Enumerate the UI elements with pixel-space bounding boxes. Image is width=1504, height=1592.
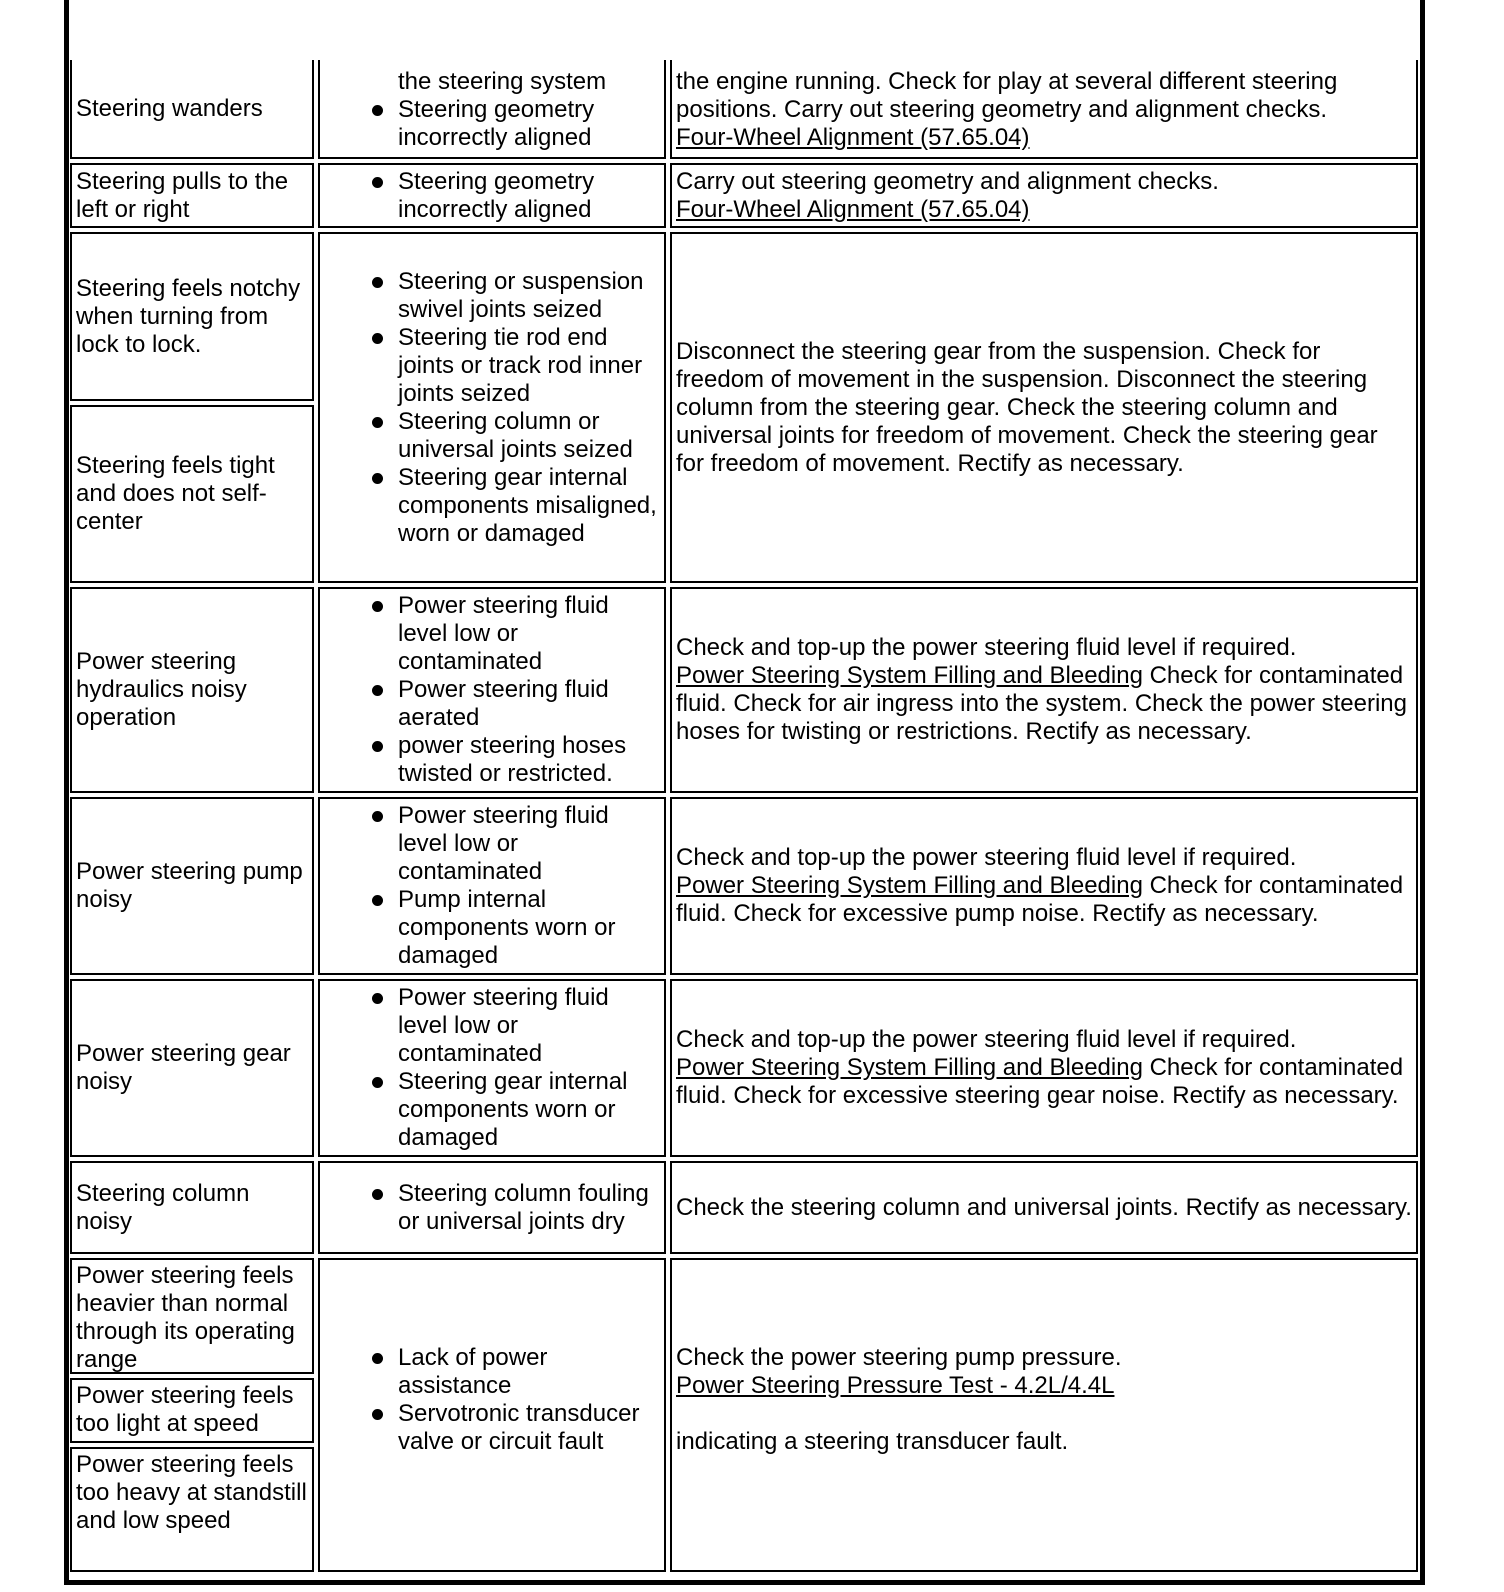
action-block xyxy=(676,1344,1412,1456)
causes-cell xyxy=(318,587,666,793)
causes-cell xyxy=(318,797,666,975)
symptom-text: Steering pulls to the left or right xyxy=(76,168,289,223)
action-text: Check for contaminated fluid. Check for excessive pump noise. Rectify as necessary. xyxy=(676,872,1404,927)
symptom-cell xyxy=(70,979,314,1157)
power-steering-filling-bleeding-link[interactable]: Power Steering System Filling and Bleeding xyxy=(676,872,1143,899)
action-cell xyxy=(670,60,1418,159)
cause-item: Steering or suspension swivel joints seized xyxy=(378,268,660,324)
causes-cell xyxy=(318,232,666,583)
cause-item: Steering column or universal joints seized xyxy=(378,408,660,464)
causes-list xyxy=(348,1344,660,1456)
action-text: Carry out steering geometry and alignment checks. xyxy=(676,168,1219,195)
symptom-cell xyxy=(70,1258,314,1374)
power-steering-filling-bleeding-link[interactable]: Power Steering System Filling and Bleeding xyxy=(676,1054,1143,1081)
action-paragraph xyxy=(676,1026,1412,1110)
action-cell xyxy=(670,979,1418,1157)
causes-cell xyxy=(318,1258,666,1572)
symptom-cell xyxy=(70,163,314,228)
action-cell xyxy=(670,587,1418,793)
causes-cell xyxy=(318,60,666,159)
action-cell xyxy=(670,797,1418,975)
cause-item: Steering gear internal components misaligned, worn or damaged xyxy=(378,464,660,548)
action-cell xyxy=(670,163,1418,228)
cause-item: power steering hoses twisted or restricted. xyxy=(378,732,660,788)
cause-item: Steering column fouling or universal joints dry xyxy=(378,1180,660,1236)
symptom-cell xyxy=(70,1378,314,1443)
action-text: Check and top-up the power steering fluid level if required. xyxy=(676,634,1297,661)
symptom-text: Steering column noisy xyxy=(76,1179,250,1235)
action-text: Check the steering column and universal joints. Rectify as necessary. xyxy=(676,1193,1412,1221)
symptom-text: Power steering feels too light at speed xyxy=(76,1382,294,1437)
cause-item: Power steering fluid aerated xyxy=(378,676,660,732)
power-steering-pressure-test-link[interactable]: Power Steering Pressure Test - 4.2L/4.4L xyxy=(676,1372,1115,1399)
cause-item: Power steering fluid level low or contaminated xyxy=(378,592,660,676)
cause-item: Steering tie rod end joints or track rod inner joints seized xyxy=(378,324,660,408)
causes-list xyxy=(348,96,660,152)
causes-list xyxy=(348,1180,660,1236)
cause-item: Power steering fluid level low or contaminated xyxy=(378,984,660,1068)
cause-item: Lack of power assistance xyxy=(378,1344,660,1400)
symptom-text: Steering wanders xyxy=(76,94,263,122)
cause-item: Pump internal components worn or damaged xyxy=(378,886,660,970)
action-cell xyxy=(670,1161,1418,1254)
symptom-cell xyxy=(70,797,314,975)
symptom-text: Steering feels notchy when turning from lock to lock. xyxy=(76,274,301,358)
symptom-text: Power steering hydraulics noisy operation xyxy=(76,648,247,731)
action-text: Check for contaminated fluid. Check for air ingress into the system. Check the power steering hoses for twisting or restrictions. Rectify as necessary. xyxy=(676,662,1407,745)
four-wheel-alignment-link[interactable]: Four-Wheel Alignment (57.65.04) xyxy=(676,124,1030,151)
action-text: Check and top-up the power steering fluid level if required. xyxy=(676,1026,1297,1053)
causes-list xyxy=(348,802,660,970)
cause-item: Steering geometry incorrectly aligned xyxy=(378,168,660,224)
action-text: indicating a steering transducer fault. xyxy=(676,1428,1069,1455)
action-text: Check and top-up the power steering fluid level if required. xyxy=(676,844,1297,871)
symptom-text: Power steering gear noisy xyxy=(76,1040,291,1095)
symptom-cell xyxy=(70,587,314,793)
symptom-text: Power steering feels too heavy at standstill and low speed xyxy=(76,1451,307,1534)
causes-list xyxy=(348,168,660,224)
symptom-cell xyxy=(70,60,314,159)
action-cell xyxy=(670,1258,1418,1572)
symptom-cell xyxy=(70,405,314,583)
causes-list xyxy=(348,984,660,1152)
causes-cell xyxy=(318,1161,666,1254)
action-text: Disconnect the steering gear from the suspension. Check for freedom of movement in the suspension. Disconnect the steering column from the steering gear. Check the steering column and universal joints for freedom of movement. Check the steering gear for freedom of movement. Rectify as necessary. xyxy=(676,337,1378,477)
symptom-text: Power steering pump noisy xyxy=(76,858,303,913)
causes-list xyxy=(348,592,660,788)
cause-item: Steering geometry incorrectly aligned xyxy=(378,96,660,152)
action-paragraph xyxy=(676,634,1412,746)
symptom-text: Power steering feels heavier than normal through its operating range xyxy=(76,1262,295,1373)
action-cell xyxy=(670,232,1418,583)
action-paragraph xyxy=(676,844,1412,928)
symptom-cell xyxy=(70,1447,314,1572)
action-text: Check the power steering pump pressure. xyxy=(676,1344,1122,1371)
causes-list xyxy=(348,268,660,548)
action-text: the engine running. Check for play at several different steering positions. Carry out steering geometry and alignment checks. xyxy=(676,68,1338,123)
cause-continuation: the steering system xyxy=(398,68,607,95)
cause-item: Steering gear internal components worn or damaged xyxy=(378,1068,660,1152)
causes-cell xyxy=(318,979,666,1157)
power-steering-filling-bleeding-link[interactable]: Power Steering System Filling and Bleeding xyxy=(676,662,1143,689)
cause-item: Power steering fluid level low or contaminated xyxy=(378,802,660,886)
four-wheel-alignment-link[interactable]: Four-Wheel Alignment (57.65.04) xyxy=(676,196,1030,223)
symptom-cell xyxy=(70,1161,314,1254)
cause-item: Servotronic transducer valve or circuit fault xyxy=(378,1400,660,1456)
symptom-cell xyxy=(70,232,314,401)
symptom-text: Steering feels tight and does not self-center xyxy=(76,452,275,535)
causes-cell xyxy=(318,163,666,228)
action-text: Check for contaminated fluid. Check for excessive steering gear noise. Rectify as necessary. xyxy=(676,1054,1404,1109)
